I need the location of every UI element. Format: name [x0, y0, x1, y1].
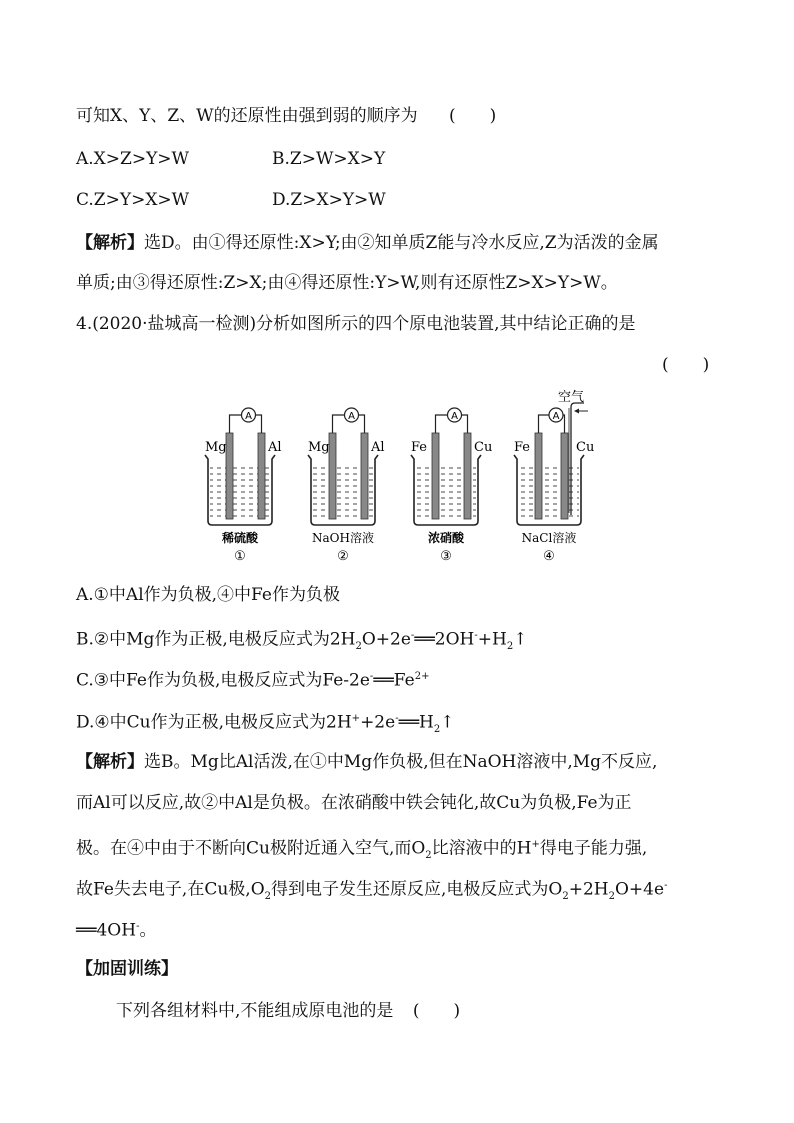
- analysis-tag: 【解析】: [76, 233, 144, 253]
- cell-4: [514, 389, 594, 564]
- cell-4-number: ④: [543, 549, 555, 564]
- q3-option-c: C.Z>Y>X>W: [76, 190, 190, 210]
- cell-2-number: ②: [337, 549, 349, 564]
- reinforce-question: 下列各组材料中,不能组成原电池的是 ( ): [116, 1001, 461, 1021]
- cell-3-number: ③: [440, 549, 452, 564]
- svg-text:A: A: [348, 411, 355, 422]
- answer-paren: ( ): [412, 1001, 461, 1021]
- q4-option-b: B.②中Mg作为正极,电极反应式为$2H_2O+2e^-══2OH^-+H_2↑$: [76, 629, 528, 653]
- svg-text:A: A: [245, 411, 252, 422]
- cell-2: [308, 408, 385, 564]
- cell-3-left-electrode: Fe: [411, 440, 428, 455]
- air-label: 空气: [558, 390, 585, 405]
- cell-2-left-electrode: Mg: [308, 440, 330, 455]
- cell-4-right-electrode: Cu: [576, 440, 595, 455]
- answer-paren: ( ): [449, 106, 497, 126]
- cell-4-solution: NaCl溶液: [521, 531, 577, 545]
- q4-analysis-line4: 故Fe失去电子,在Cu极$,O_2$得到电子发生还原反应,电极反应式为$O_2+2H_2O+4e^-$: [76, 879, 668, 903]
- q4-analysis-line5: ══4OH-。: [76, 920, 157, 941]
- q3-analysis-line2: 单质;由③得还原性:Z>X;由④得还原性:Y>W,则有还原性Z>X>Y>W。: [76, 273, 618, 293]
- cell-1: [205, 408, 282, 564]
- q3-option-a: A.X>Z>Y>W: [76, 149, 190, 169]
- cell-4-left-electrode: Fe: [514, 440, 531, 455]
- galvanic-cells-figure: [200, 390, 595, 565]
- q4-option-d: D.④中Cu作为正极,电极反应式为$2H^++2e^-══H_2↑$: [76, 712, 455, 736]
- q3-stem: 可知X、Y、Z、W的还原性由强到弱的顺序为 ( ): [76, 106, 497, 126]
- q4-analysis-line2: 而Al可以反应,故②中Al是负极。在浓硝酸中铁会钝化,故Cu为负极,Fe为正: [76, 793, 632, 813]
- q4-analysis-line3: 极。在④中由于不断向Cu极附近通入空气,而$O_2$比溶液中的H+得电子能力强,: [76, 838, 648, 862]
- cell-1-solution: 稀硫酸: [221, 531, 259, 545]
- q3-option-b: B.Z>W>X>Y: [272, 149, 386, 169]
- cell-3: [411, 408, 492, 564]
- cell-1-left-electrode: Mg: [205, 440, 227, 455]
- svg-text:A: A: [552, 411, 560, 422]
- q3-analysis-line1: 【解析】选D。由①得还原性:X>Y;由②知单质Z能与冷水反应,Z为活泼的金属: [76, 233, 659, 253]
- cell-2-solution: NaOH溶液: [312, 531, 374, 545]
- q4-answer-paren: ( ): [662, 355, 710, 375]
- cell-2-right-electrode: Al: [371, 440, 385, 455]
- q4-stem: 4.(2020·盐城高一检测)分析如图所示的四个原电池装置,其中结论正确的是: [76, 314, 636, 334]
- cell-3-right-electrode: Cu: [474, 440, 493, 455]
- q4-analysis-line1: 【解析】选B。Mg比Al活泼,在①中Mg作负极,但在NaOH溶液中,Mg不反应,: [76, 752, 658, 772]
- q4-option-c: C.③中Fe作为负极,电极反应式为$Fe-2e^-══Fe^{2+}$: [76, 670, 430, 691]
- analysis-tag: 【解析】: [76, 752, 144, 772]
- svg-text:A: A: [451, 411, 458, 422]
- q4-option-a: A.①中Al作为负极,④中Fe作为负极: [76, 585, 340, 605]
- reinforce-tag: 【加固训练】: [76, 959, 178, 979]
- q3-option-d: D.Z>X>Y>W: [272, 190, 386, 210]
- cell-3-solution: 浓硝酸: [427, 531, 465, 545]
- cell-1-right-electrode: Al: [268, 440, 282, 455]
- cell-1-number: ①: [234, 549, 246, 564]
